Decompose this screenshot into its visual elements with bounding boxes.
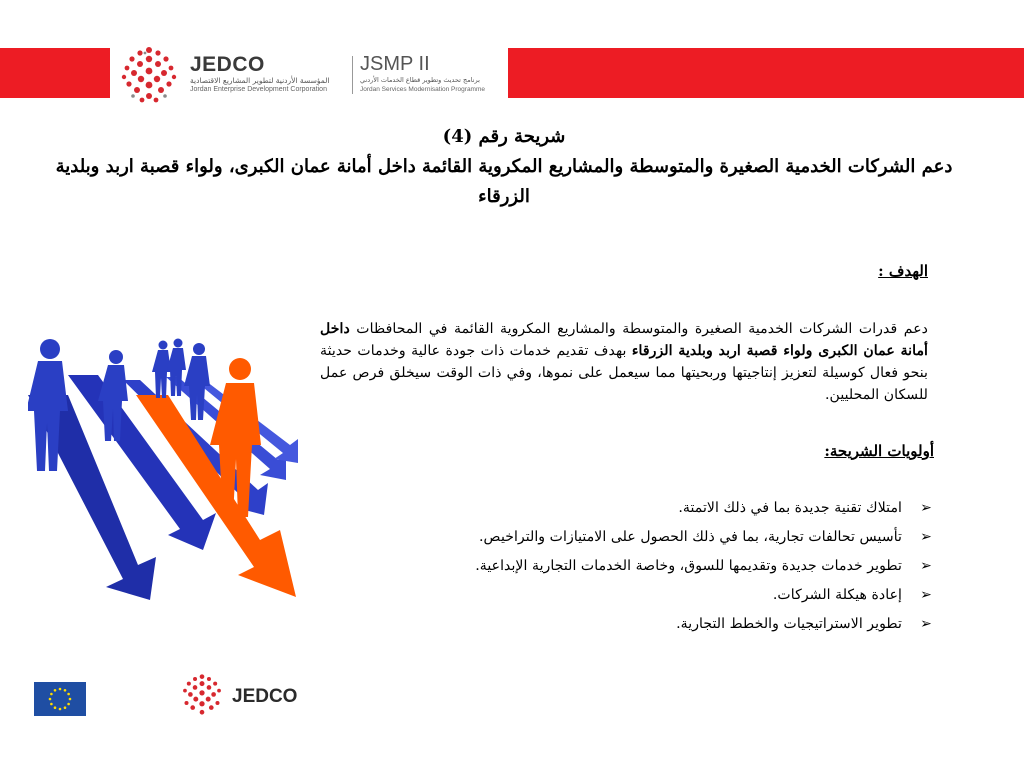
logo-divider — [352, 56, 353, 94]
jedco-logo-icon — [118, 44, 180, 106]
jsmp-arabic-name: برنامج تحديث وتطوير قطاع الخدمات الأردني — [360, 76, 480, 84]
jsmp-logo-text: JSMP II — [360, 53, 430, 75]
check-arrow-icon: ➢ — [920, 587, 932, 603]
check-arrow-icon: ➢ — [920, 529, 932, 545]
priorities-list — [475, 494, 936, 639]
list-item-text: إعادة هيكلة الشركات. — [772, 587, 902, 603]
list-item — [475, 552, 936, 581]
check-arrow-icon: ➢ — [920, 500, 932, 516]
jedco-arabic-name: المؤسسة الأردنية لتطوير المشاريع الاقتصادية — [190, 76, 330, 85]
list-item — [475, 494, 936, 523]
check-arrow-icon: ➢ — [920, 558, 932, 574]
list-item — [475, 610, 936, 639]
list-item-text: تطوير خدمات جديدة وتقديمها للسوق، وخاصة الخدمات التجارية الإبداعية. — [475, 558, 902, 574]
list-item — [475, 581, 936, 610]
jedco-english-name: Jordan Enterprise Development Corporation — [190, 86, 327, 93]
goal-text-part2: بهدف تقديم خدمات ذات جودة عالية وخدمات حديثة بنحو فعال كوسيلة لتعزيز إنتاجيتها وربحيتها مما سيعمل على نموها، وفي ذات الوقت سيخلق فرص عمل للسكان المحليين. — [320, 343, 928, 403]
goal-text-part1: دعم قدرات الشركات الخدمية الصغيرة والمتوسطة والمشاريع المكروية القائمة في المحافظات — [349, 321, 928, 337]
goal-paragraph — [320, 318, 928, 406]
goal-heading: الهدف : — [878, 262, 928, 280]
footer-jedco-text: JEDCO — [232, 686, 298, 707]
list-item-text: تأسيس تحالفات تجارية، بما في ذلك الحصول على الامتيازات والتراخيص. — [479, 529, 902, 545]
jsmp-english-name: Jordan Services Modernisation Programme — [360, 86, 485, 93]
list-item — [475, 523, 936, 552]
slide-title — [30, 122, 978, 212]
priorities-heading: أولويات الشريحة: — [824, 442, 934, 460]
slide-main-title: دعم الشركات الخدمية الصغيرة والمتوسطة والمشاريع المكروية القائمة داخل أمانة عمان الكبرى، ولواء قصبة اربد وبلدية الزرقاء — [55, 156, 953, 207]
people-arrows-illustration — [28, 335, 328, 615]
list-item-text: تطوير الاستراتيجيات والخطط التجارية. — [676, 616, 902, 632]
goal-text-bold: داخل أمانة عمان الكبرى ولواء قصبة اربد وبلدية الزرقاء — [320, 321, 928, 359]
list-item-text: امتلاك تقنية جديدة بما في ذلك الاتمتة. — [678, 500, 902, 516]
eu-flag-icon — [34, 682, 86, 716]
check-arrow-icon: ➢ — [920, 616, 932, 632]
jedco-logo-text: JEDCO — [190, 53, 265, 76]
jedco-footer-logo-icon — [178, 672, 226, 720]
slide-number-title: شريحة رقم (4) — [442, 126, 566, 147]
